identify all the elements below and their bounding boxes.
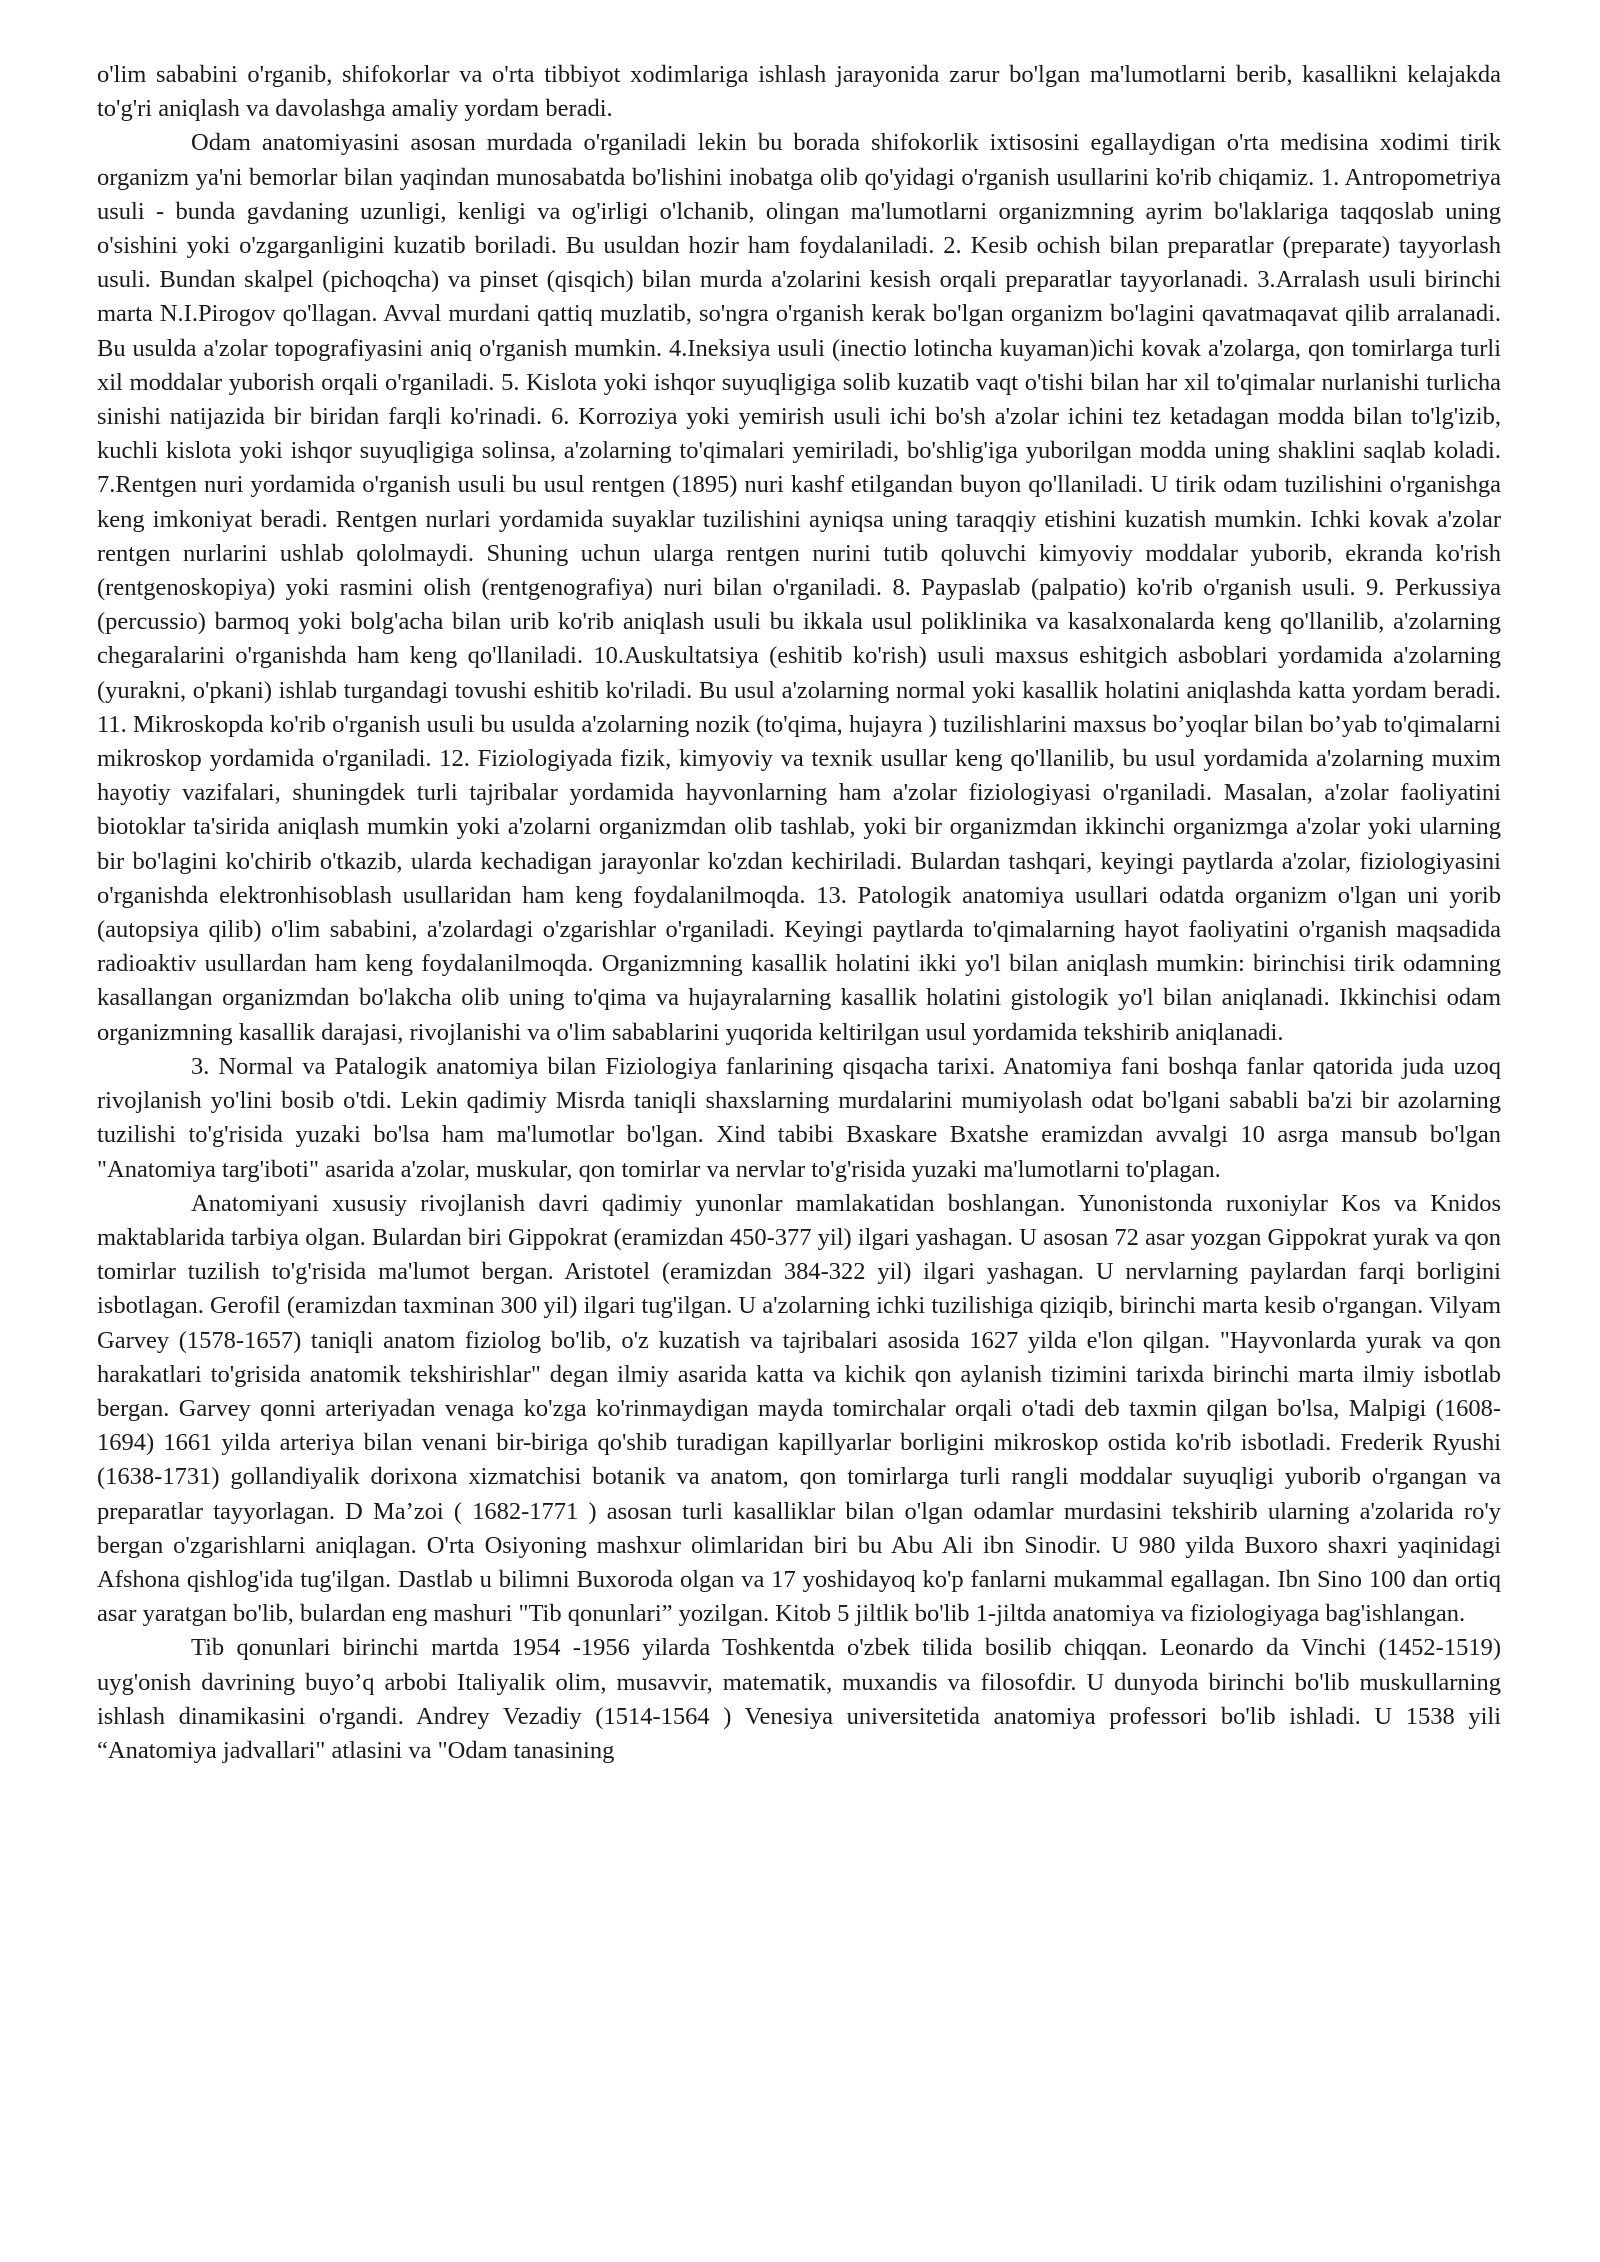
paragraph: o'lim sababini o'rganib, shifokorlar va o'rta tibbiyot xodimlariga ishlash jarayonida zarur bo'lgan ma'lumotlarni berib, kasallikni kelajakda to'g'ri aniqlash va davolashga amaliy yordam beradi. xyxy=(97,61,1501,123)
document-page xyxy=(97,58,1501,1768)
paragraph: Odam anatomiyasini asosan murdada o'rganiladi lekin bu borada shifokorlik ixtisosini egallaydigan o'rta medisina xodimi tirik organizm ya'ni bemorlar bilan yaqindan munosabatda bo'lishini inobatga olib qo'yidagi o'rganish usullarini ko'rib chiqamiz. 1. Antropometriya usuli - bunda gavdaning uzunligi, kenligi va og'irligi o'lchanib, olingan ma'lumotlarni organizmning ayrim bo'laklariga taqqoslab uning o'sishini yoki o'zgarganligini kuzatib boriladi. Bu usuldan hozir ham foydalaniladi. 2. Kesib ochish bilan preparatlar (preparate) tayyorlash usuli. Bundan skalpel (pichoqcha) va pinset (qisqich) bilan murda a'zolarini kesish orqali preparatlar tayyorlanadi. 3.Arralash usuli birinchi marta N.I.Pirogov qo'llagan. Avval murdani qattiq muzlatib, so'ngra o'rganish kerak bo'lgan organizm bo'lagini qavatmaqavat qilib arralanadi. Bu usulda a'zolar topografiyasini aniq o'rganish mumkin. 4.Ineksiya usuli (inectio lotincha kuyaman)ichi kovak a'zolarga, qon tomirlarga turli xil moddalar yuborish orqali o'rganiladi. 5. Kislota yoki ishqor suyuqligiga solib kuzatib vaqt o'tishi bilan har xil to'qimalar nurlanishi turlicha sinishi natijazida bir biridan farqli ko'rinadi. 6. Korroziya yoki yemirish usuli ichi bo'sh a'zolar ichini tez ketadagan modda bilan to'lg'izib, kuchli kislota yoki ishqor suyuqligiga solinsa, a'zolarning to'qimalari yemiriladi, bo'shlig'iga yuborilgan modda uning shaklini saqlab koladi. 7.Rentgen nuri yordamida o'rganish usuli bu usul rentgen (1895) nuri kashf etilgandan buyon qo'llaniladi. U tirik odam tuzilishini o'rganishga keng imkoniyat beradi. Rentgen nurlari yordamida suyaklar tuzilishini ayniqsa uning taraqqiy etishini kuzatish mumkin. Ichki kovak a'zolar rentgen nurlarini ushlab qololmaydi. Shuning uchun ularga rentgen nurini tutib qoluvchi kimyoviy moddalar yuborib, ekranda ko'rish (rentgenoskopiya) yoki rasmini olish (rentgenografiya) nuri bilan o'rganiladi. 8. Paypaslab (palpatio) ko'rib o'rganish usuli. 9. Perkussiya (percussio) barmoq yoki bolg'acha bilan urib ko'rib aniqlash usuli bu ikkala usul poliklinika va kasalxonalarda keng qo'llanilib, a'zolarning chegaralarini o'rganishda ham keng qo'llaniladi. 10.Auskultatsiya (eshitib ko'rish) usuli maxsus eshitgich asboblari yordamida a'zolarning (yurakni, o'pkani) ishlab turgandagi tovushi eshitib ko'riladi. Bu usul a'zolarning normal yoki kasallik holatini aniqlashda katta yordam beradi. 11. Mikroskopda ko'rib o'rganish usuli bu usulda a'zolarning nozik (to'qima, hujayra ) tuzilishlarini maxsus bo’yoqlar bilan bo’yab to'qimalarni mikroskop yordamida o'rganiladi. 12. Fiziologiyada fizik, kimyoviy va texnik usullar keng qo'llanilib, bu usul yordamida a'zolarning muxim hayotiy vazifalari, shuningdek turli tajribalar yordamida hayvonlarning ham a'zolar fiziologiyasi o'rganiladi. Masalan, a'zolar faoliyatini biotoklar ta'sirida aniqlash mumkin yoki a'zolarni organizmdan olib tashlab, yoki bir organizmdan ikkinchi organizmga a'zolar yoki ularning bir bo'lagini ko'chirib o'tkazib, ularda kechadigan jarayonlar ko'zdan kechiriladi. Bulardan tashqari, keyingi paytlarda a'zolar, fiziologiyasini o'rganishda elektronhisoblash usullaridan ham keng foydalanilmoqda. 13. Patologik anatomiya usullari odatda organizm o'lgan uni yorib (autopsiya qilib) o'lim sababini, a'zolardagi o'zgarishlar o'rganiladi. Keyingi paytlarda to'qimalarning hayot faoliyatini o'rganish maqsadida radioaktiv usullardan ham keng foydalanilmoqda. Organizmning kasallik holatini ikki yo'l bilan aniqlash mumkin: birinchisi tirik odamning kasallangan organizmdan bo'lakcha olib uning to'qima va hujayralarning kasallik holatini gistologik yo'l bilan aniqlanadi. Ikkinchisi odam organizmning kasallik darajasi, rivojlanishi va o'lim sabablarini yuqorida keltirilgan usul yordamida tekshirib aniqlanadi. xyxy=(97,129,1501,1046)
paragraph: 3. Normal va Patalogik anatomiya bilan Fiziologiya fanlarining qisqacha tarixi. Anatomiya fani boshqa fanlar qatorida juda uzoq rivojlanish yo'lini bosib o'tdi. Lekin qadimiy Misrda taniqli shaxslarning murdalarini mumiyolash odat bo'lgani sababli ba'zi bir azolarning tuzilishi to'g'risida yuzaki bo'lsa ham ma'lumotlar bo'lgan. Xind tabibi Bxaskare Bxatshe eramizdan avvalgi 10 asrga mansub bo'lgan "Anatomiya targ'iboti" asarida a'zolar, muskular, qon tomirlar va nervlar to'g'risida yuzaki ma'lumotlarni to'plagan. xyxy=(97,1052,1501,1183)
paragraph: Anatomiyani xususiy rivojlanish davri qadimiy yunonlar mamlakatidan boshlangan. Yunonistonda ruxoniylar Kos va Knidos maktablarida tarbiya olgan. Bulardan biri Gippokrat (eramizdan 450-377 yil) ilgari yashagan. U asosan 72 asar yozgan Gippokrat yurak va qon tomirlar tuzilish to'g'risida ma'lumot bergan. Aristotel (eramizdan 384-322 yil) ilgari yashagan. U nervlarning paylardan farqi borligini isbotlagan. Gerofil (eramizdan taxminan 300 yil) ilgari tug'ilgan. U a'zolarning ichki tuzilishiga qiziqib, birinchi marta kesib o'rgangan. Vilyam Garvey (1578-1657) taniqli anatom fiziolog bo'lib, o'z kuzatish va tajribalari asosida 1627 yilda e'lon qilgan. "Hayvonlarda yurak va qon harakatlari to'grisida anatomik tekshirishlar" degan ilmiy asarida katta va kichik qon aylanish tizimini tarixda birinchi marta ilmiy isbotlab bergan. Garvey qonni arteriyadan venaga ko'zga ko'rinmaydigan mayda tomirchalar orqali o'tadi deb taxmin qilgan bo'lsa, Malpigi (1608-1694) 1661 yilda arteriya bilan venani bir-biriga qo'shib turadigan kapillyarlar borligini mikroskop ostida ko'rib isbotladi. Frederik Ryushi (1638-1731) gollandiyalik dorixona xizmatchisi botanik va anatom, qon tomirlarga turli rangli moddalar suyuqligi yuborib o'rgangan va preparatlar tayyorlagan. D Ma’zoi ( 1682-1771 ) asosan turli kasalliklar bilan o'lgan odamlar murdasini tekshirib ularning a'zolarida ro'y bergan o'zgarishlarni aniqlagan. O'rta Osiyoning mashxur olimlaridan biri bu Abu Ali ibn Sinodir. U 980 yilda Buxoro shaxri yaqinidagi Afshona qishlog'ida tug'ilgan. Dastlab u bilimni Buxoroda olgan va 17 yoshidayoq ko'p fanlarni mukammal egallagan. Ibn Sino 100 dan ortiq asar yaratgan bo'lib, bulardan eng mashuri "Tib qonunlari” yozilgan. Kitob 5 jiltlik bo'lib 1-jiltda anatomiya va fiziologiyaga bag'ishlangan. xyxy=(97,1189,1501,1628)
paragraph: Tib qonunlari birinchi martda 1954 -1956 yilarda Toshkentda o'zbek tilida bosilib chiqqan. Leonardo da Vinchi (1452-1519) uyg'onish davrining buyo’q arbobi Italiyalik olim, musavvir, matematik, muxandis va filosofdir. U dunyoda birinchi bo'lib muskullarning ishlash dinamikasini o'rgandi. Andrey Vezadiy (1514-1564 ) Venesiya universitetida anatomiya professori bo'lib ishladi. U 1538 yili “Anatomiya jadvallari" atlasini va "Odam tanasining xyxy=(97,1634,1501,1764)
